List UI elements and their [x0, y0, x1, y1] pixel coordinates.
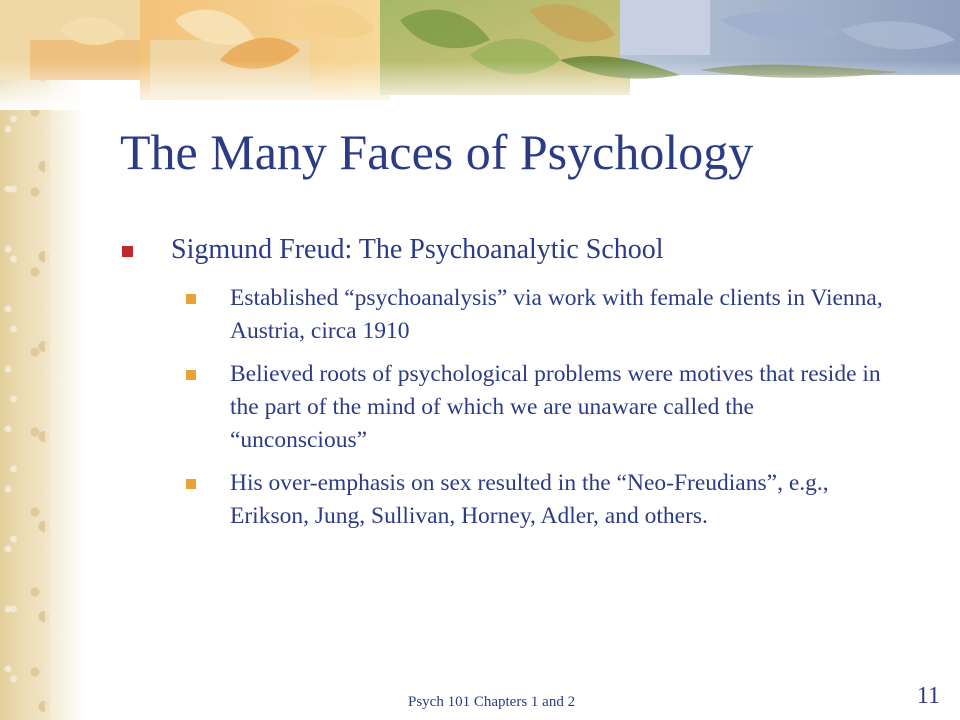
- sub-bullet-text: Believed roots of psychological problems were motives that reside in the part of the mind of which we are unaware called the “unconscious”: [230, 361, 881, 453]
- slide-title: The Many Faces of Psychology: [120, 124, 754, 180]
- slide-page-number: 11: [916, 683, 940, 709]
- square-bullet-icon: [186, 294, 196, 304]
- square-bullet-icon: [122, 246, 133, 257]
- sub-bullet-text: His over-emphasis on sex resulted in the “Neo-Freudians”, e.g., Erikson, Jung, Sullivan, Horney, Adler, and others.: [230, 470, 829, 529]
- sub-bullet-text: Established “psychoanalysis” via work with female clients in Vienna, Austria, circa 1910: [230, 285, 883, 344]
- square-bullet-icon: [186, 370, 196, 380]
- bullet-item-level1: [122, 232, 902, 268]
- bullet-item-level2: [186, 282, 902, 348]
- bullet-text: Sigmund Freud: The Psychoanalytic School: [171, 234, 664, 265]
- slide-content: [122, 232, 902, 543]
- bullet-item-level2: [186, 358, 902, 457]
- slide-footer: Psych 101 Chapters 1 and 2: [408, 694, 576, 710]
- square-bullet-icon: [186, 479, 196, 489]
- decorative-banner-fade: [0, 0, 960, 110]
- bullet-item-level2: [186, 467, 902, 533]
